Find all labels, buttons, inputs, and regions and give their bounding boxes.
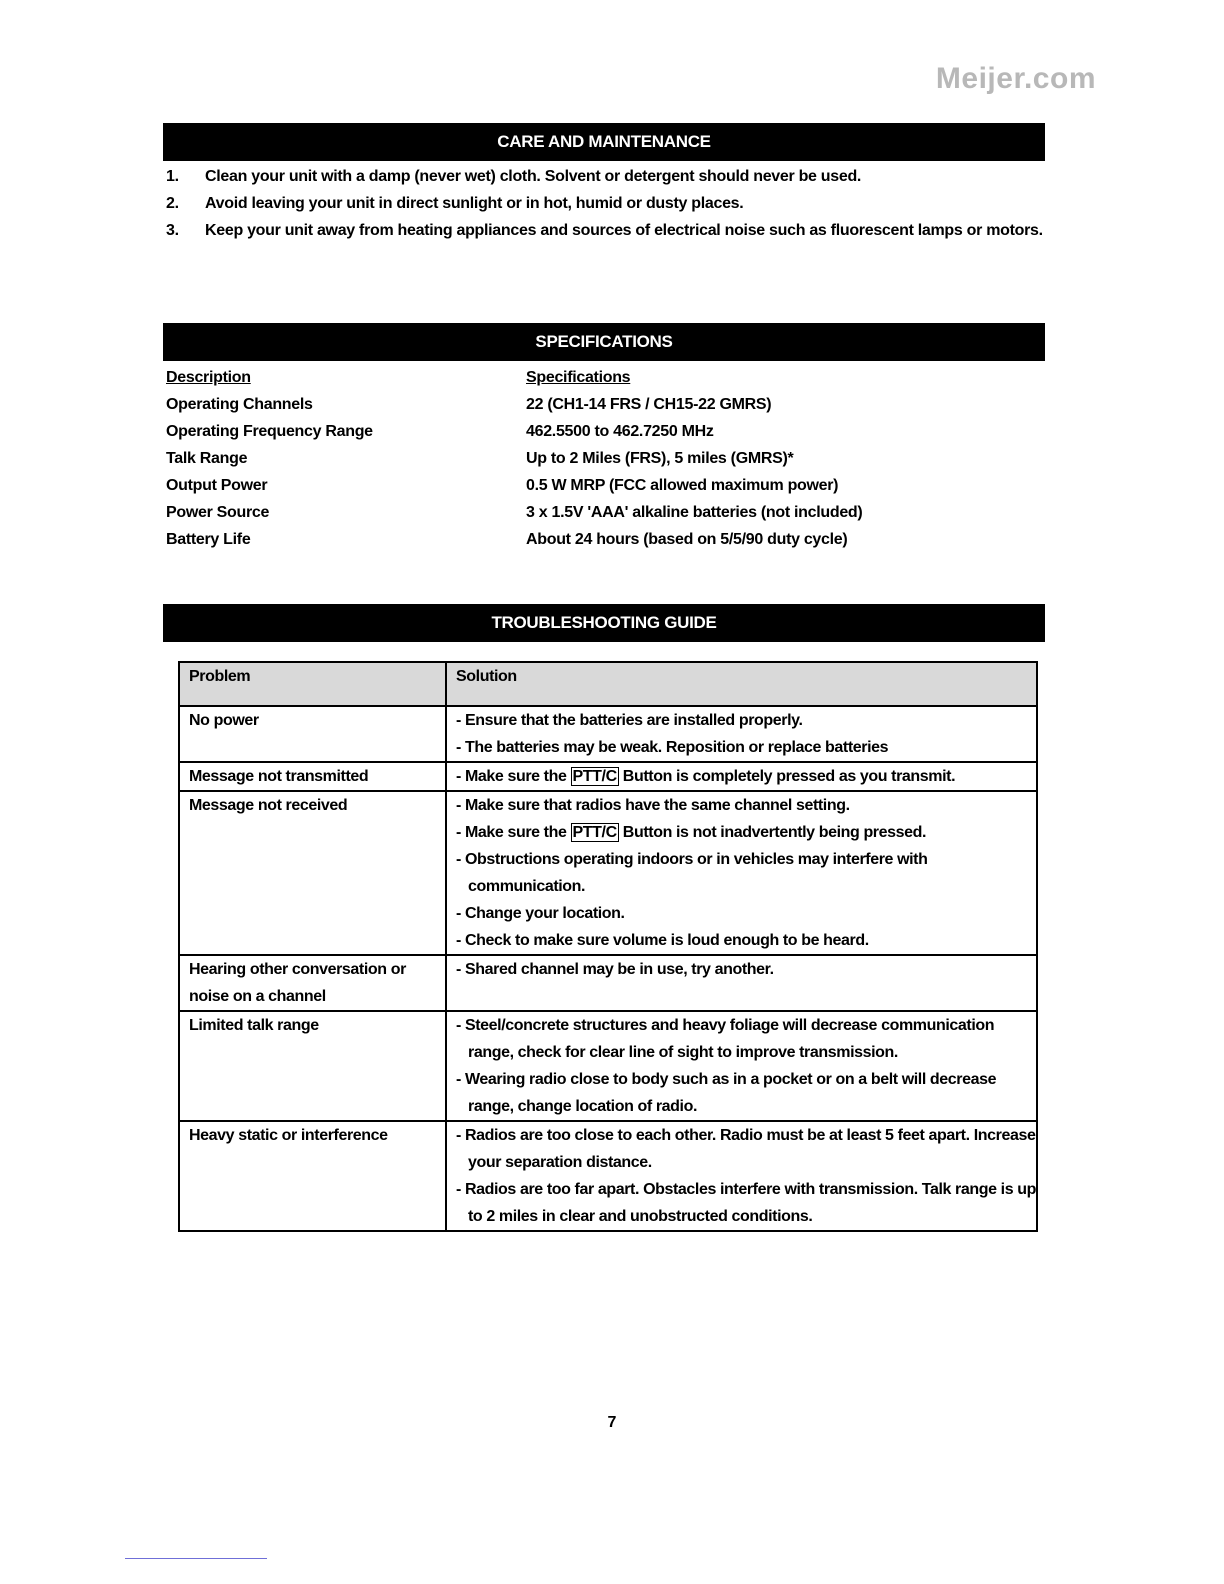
solution-item: - Steel/concrete structures and heavy foliage will decrease communication range, check for clear line of sight to improve transmission. xyxy=(456,1017,995,1061)
spec-value: 462.5500 to 462.7250 MHz xyxy=(526,423,714,440)
solution-item: - Check to make sure volume is loud enough to be heard. xyxy=(456,932,869,949)
solution-item: - Shared channel may be in use, try another. xyxy=(456,961,774,978)
solution-item xyxy=(456,819,1036,846)
care-item-text: Keep your unit away from heating appliances and sources of electrical noise such as fluorescent lamps or motors. xyxy=(205,222,1043,239)
spec-label: Output Power xyxy=(166,477,268,494)
table-row xyxy=(179,1011,1037,1121)
care-item xyxy=(166,217,1046,244)
ptt-button-label: PTT/C xyxy=(572,768,617,785)
care-item-text: Clean your unit with a damp (never wet) cloth. Solvent or detergent should never be used. xyxy=(205,168,862,185)
troubleshooting-header: TROUBLESHOOTING GUIDE xyxy=(163,604,1045,642)
care-item-number: 2. xyxy=(166,195,179,212)
solution-cell xyxy=(446,1121,1037,1231)
problem-cell: No power xyxy=(179,706,446,762)
problem-cell: Heavy static or interference xyxy=(179,1121,446,1231)
spec-row xyxy=(166,499,862,526)
care-item xyxy=(166,190,1046,217)
care-item-text: Avoid leaving your unit in direct sunlight or in hot, humid or dusty places. xyxy=(205,195,744,212)
care-item-number: 3. xyxy=(166,222,179,239)
problem-cell: Message not received xyxy=(179,791,446,955)
care-item xyxy=(166,163,1046,190)
bottom-divider xyxy=(125,1558,267,1559)
care-item-number: 1. xyxy=(166,168,179,185)
care-list xyxy=(166,163,1046,244)
spec-row xyxy=(166,391,862,418)
solution-text: - Make sure the xyxy=(456,824,571,841)
solution-text: - Make sure the xyxy=(456,768,571,785)
solution-item: - Make sure that radios have the same channel setting. xyxy=(456,797,850,814)
troubleshooting-header-row xyxy=(179,662,1037,706)
solution-text: Button is not inadvertently being pressed. xyxy=(618,824,927,841)
solution-cell xyxy=(446,955,1037,1011)
page-number: 7 xyxy=(607,1414,617,1431)
table-row xyxy=(179,706,1037,762)
solution-cell xyxy=(446,791,1037,955)
table-row xyxy=(179,955,1037,1011)
table-row xyxy=(179,791,1037,955)
problem-column-header: Problem xyxy=(179,662,446,706)
spec-label: Battery Life xyxy=(166,531,251,548)
problem-cell: Limited talk range xyxy=(179,1011,446,1121)
spec-value: About 24 hours (based on 5/5/90 duty cycle) xyxy=(526,531,848,548)
solution-item: - The batteries may be weak. Reposition or replace batteries xyxy=(456,739,889,756)
solution-item: - Obstructions operating indoors or in vehicles may interfere with communication. xyxy=(456,851,928,895)
spec-value: 22 (CH1-14 FRS / CH15-22 GMRS) xyxy=(526,396,772,413)
solution-text: Button is completely pressed as you transmit. xyxy=(618,768,956,785)
care-maintenance-header: CARE AND MAINTENANCE xyxy=(163,123,1045,161)
specifications-header: SPECIFICATIONS xyxy=(163,323,1045,361)
spec-header-row xyxy=(166,364,862,391)
spec-row xyxy=(166,418,862,445)
ptt-button-label: PTT/C xyxy=(572,824,617,841)
solution-cell xyxy=(446,1011,1037,1121)
solution-item xyxy=(456,763,1036,790)
spec-label: Operating Channels xyxy=(166,396,313,413)
solution-item: - Wearing radio close to body such as in a pocket or on a belt will decrease range, change location of radio. xyxy=(456,1071,997,1115)
table-row xyxy=(179,1121,1037,1231)
solution-cell xyxy=(446,762,1037,791)
spec-description-heading: Description xyxy=(166,369,251,386)
spec-label: Operating Frequency Range xyxy=(166,423,373,440)
problem-cell: Hearing other conversation or noise on a channel xyxy=(179,955,446,1011)
spec-row xyxy=(166,526,862,553)
solution-item: - Radios are too close to each other. Radio must be at least 5 feet apart. Increase your separation distance. xyxy=(456,1127,1036,1171)
spec-row xyxy=(166,445,862,472)
spec-value: 0.5 W MRP (FCC allowed maximum power) xyxy=(526,477,839,494)
spec-label: Talk Range xyxy=(166,450,248,467)
solution-cell xyxy=(446,706,1037,762)
solution-item: - Radios are too far apart. Obstacles interfere with transmission. Talk range is up to 2 miles in clear and unobstructed conditions. xyxy=(456,1181,1037,1225)
meijer-watermark: Meijer.com xyxy=(935,62,1096,95)
spec-row xyxy=(166,472,862,499)
troubleshooting-table xyxy=(178,661,1038,1232)
specifications-table xyxy=(166,364,862,553)
solution-item: - Ensure that the batteries are installed properly. xyxy=(456,712,803,729)
spec-value-heading: Specifications xyxy=(526,369,631,386)
problem-cell: Message not transmitted xyxy=(179,762,446,791)
solution-column-header: Solution xyxy=(446,662,1037,706)
solution-item: - Change your location. xyxy=(456,905,625,922)
spec-label: Power Source xyxy=(166,504,270,521)
spec-value: Up to 2 Miles (FRS), 5 miles (GMRS)* xyxy=(526,450,794,467)
spec-value: 3 x 1.5V 'AAA' alkaline batteries (not included) xyxy=(526,504,863,521)
table-row xyxy=(179,762,1037,791)
